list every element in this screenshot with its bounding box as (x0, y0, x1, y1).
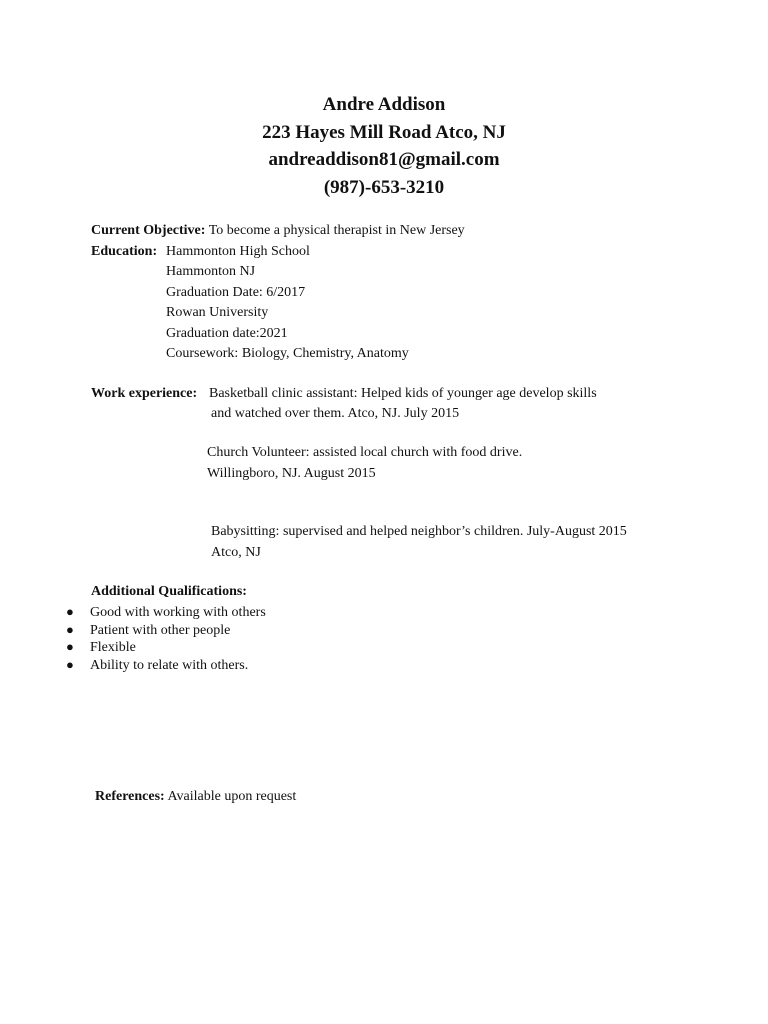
list-item (66, 621, 230, 639)
applicant-address: 223 Hayes Mill Road Atco, NJ (262, 122, 506, 143)
list-item-text: Good with working with others (90, 605, 266, 620)
education-line: Rowan University (166, 305, 269, 320)
list-item-text: Flexible (90, 640, 136, 655)
list-item-text: Ability to relate with others. (90, 658, 249, 673)
work-entry-line: and watched over them. Atco, NJ. July 2015 (211, 406, 460, 421)
education-line: Hammonton High School (166, 244, 310, 259)
list-item (66, 603, 266, 621)
objective-row (91, 222, 465, 240)
list-item (66, 638, 136, 656)
bullet-icon: ● (66, 639, 74, 654)
applicant-email: andreaddison81@gmail.com (268, 149, 500, 170)
objective-label: Current Objective: (91, 223, 206, 238)
bullet-icon: ● (66, 622, 74, 637)
qualifications-label: Additional Qualifications: (91, 584, 247, 599)
education-label: Education: (91, 244, 158, 259)
work-entry-line: Basketball clinic assistant: Helped kids of younger age develop skills (209, 386, 597, 401)
references-text: Available upon request (167, 789, 297, 804)
education-line: Coursework: Biology, Chemistry, Anatomy (166, 346, 409, 361)
objective-text: To become a physical therapist in New Jersey (208, 223, 465, 238)
work-entry-line: Babysitting: supervised and helped neighbor’s children. July-August 2015 (211, 524, 627, 539)
bullet-icon: ● (66, 604, 74, 619)
education-line: Graduation Date: 6/2017 (166, 285, 306, 300)
work-experience-label: Work experience: (91, 386, 198, 401)
work-entry-line: Atco, NJ (211, 545, 261, 560)
applicant-phone: (987)-653-3210 (323, 177, 445, 198)
work-entry-line: Church Volunteer: assisted local church with food drive. (207, 445, 523, 460)
education-line: Hammonton NJ (166, 264, 256, 279)
list-item (66, 656, 248, 674)
references-label: References: (95, 789, 165, 804)
education-line: Graduation date:2021 (166, 326, 288, 341)
applicant-name: Andre Addison (322, 94, 446, 115)
list-item-text: Patient with other people (90, 623, 231, 638)
bullet-icon: ● (66, 657, 74, 672)
references-row (95, 788, 296, 806)
work-entry-line: Willingboro, NJ. August 2015 (207, 466, 376, 481)
